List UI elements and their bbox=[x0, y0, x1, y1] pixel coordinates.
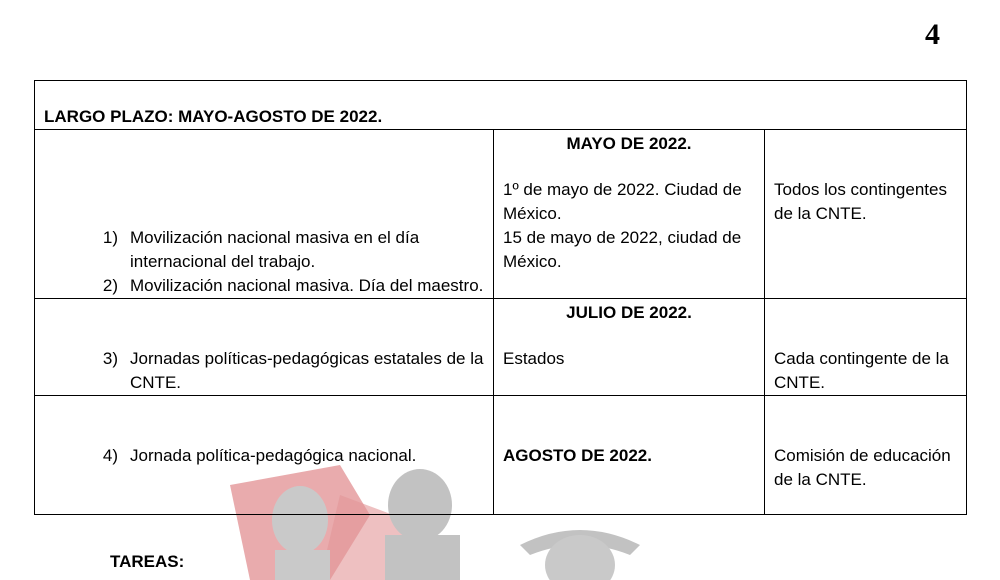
date-cell bbox=[494, 130, 765, 299]
date-cell bbox=[494, 299, 765, 396]
month-label: MAYO DE 2022. bbox=[566, 134, 692, 153]
responsible-text: Cada contingente de la CNTE. bbox=[774, 349, 949, 392]
date-text: 15 de mayo de 2022, ciudad de México. bbox=[503, 228, 742, 271]
table-title: LARGO PLAZO: MAYO-AGOSTO DE 2022. bbox=[35, 81, 967, 130]
responsible-cell bbox=[765, 396, 967, 515]
list-item: 2) Movilización nacional masiva. Día del maestro. bbox=[102, 276, 484, 295]
activities-cell bbox=[35, 299, 494, 396]
plan-table bbox=[34, 80, 967, 515]
table-row bbox=[35, 130, 967, 299]
date-cell bbox=[494, 396, 765, 515]
list-item: 4) Jornada política-pedagógica nacional. bbox=[102, 446, 417, 465]
list-item: 3) Jornadas políticas-pedagógicas estatales de la CNTE. bbox=[102, 349, 484, 392]
table-row bbox=[35, 396, 967, 515]
responsible-cell bbox=[765, 299, 967, 396]
place-text: Estados bbox=[503, 349, 565, 368]
date-text: 1º de mayo de 2022. Ciudad de México. bbox=[503, 180, 742, 223]
responsible-cell bbox=[765, 130, 967, 299]
activities-cell bbox=[35, 130, 494, 299]
list-item: 1) Movilización nacional masiva en el día internacional del trabajo. bbox=[102, 228, 420, 271]
table-row bbox=[35, 299, 967, 396]
month-label: JULIO DE 2022. bbox=[566, 303, 692, 322]
responsible-text: Todos los contingentes de la CNTE. bbox=[774, 180, 947, 223]
month-label: AGOSTO DE 2022. bbox=[503, 446, 652, 465]
tasks-heading: TAREAS: bbox=[110, 552, 185, 571]
page-number: 4 bbox=[925, 18, 940, 51]
responsible-text: Comisión de educación de la CNTE. bbox=[774, 446, 951, 489]
activities-cell bbox=[35, 396, 494, 515]
